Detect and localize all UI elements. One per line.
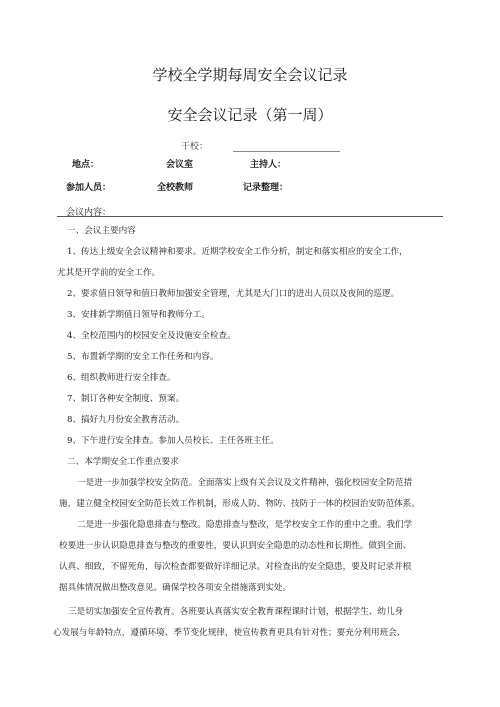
paragraph-line: 施，建立健全校园安全防范长效工作机制，形成人防、物防、技防于一体的校园治安防范体系。 (59, 499, 420, 509)
paragraph-line: 校要进一步认识隐患排查与整改的重要性，要认识到安全隐患的动态性和长期性。做到全面、 (59, 541, 412, 551)
host-label: 主持人： (250, 160, 287, 170)
paragraph-line: 认真、细致，不留死角，每次检查都要做好详细记录。对检查出的安全隐患，要及时记录并根 (59, 562, 412, 572)
paragraph-line: 二是进一步强化隐患排查与整改。隐患排查与整改，是学校安全工作的重中之重。我们学 (77, 520, 413, 530)
paragraph-line: 三是切实加强安全宣传教育。各班要认真落实安全教育课程课时计划，根据学生、幼儿身 (68, 607, 404, 617)
attendees-label: 参加人员： (66, 183, 112, 193)
attendees-value: 全校教师 (157, 183, 194, 193)
paragraph-line: 3、安排新学期值日领导和教师分工。 (67, 310, 210, 320)
place-label: 地点： (72, 160, 100, 170)
paragraph-line: 5、布置新学期的安全工作任务和内容。 (67, 352, 219, 362)
paragraph-line: 心发展与年龄特点，遵循环境、季节变化规律，使宣传教育更具有针对性；要充分利用班会、 (53, 628, 406, 638)
document-title: 学校全学期每周安全会议记录 (152, 66, 348, 84)
content-label: 会议内容： (66, 208, 112, 218)
paragraph-line: 2、要求值日领导和值日教师加强安全管理，尤其是大门口的进出人员以及夜间的巡逻。 (67, 289, 400, 299)
paragraph-line: 尤其是开学前的安全工作。 (57, 268, 161, 278)
paragraph-line: 据具体情况做出整改意见。确保学校各项安全措施落到实处。 (59, 583, 292, 593)
unit-label: 干校： (181, 142, 209, 152)
paragraph-line: 7、制订各种安全制度、预案。 (67, 394, 185, 404)
place-value: 会议室 (166, 160, 194, 170)
unit-underline (233, 151, 340, 152)
content-divider (57, 216, 443, 217)
heading-main-content: 一、会议主要内容 (67, 226, 136, 236)
paragraph-line: 4、全校范围内的校园安全及设施安全检查。 (67, 331, 236, 341)
meeting-title: 安全会议记录（第一周） (167, 106, 333, 124)
heading-key-requirements: 二、本学期安全工作重点要求 (67, 457, 179, 467)
paragraph-line: 6、组织教师进行安全排查。 (67, 373, 176, 383)
paragraph-line: 一是进一步加强学校安全防范。全面落实上级有关会议及文件精神，强化校园安全防范措 (77, 478, 413, 488)
paragraph-line: 1、传达上级安全会议精神和要求。近期学校安全工作分析，制定和落实相应的安全工作， (67, 247, 408, 257)
paragraph-line: 9、下午进行安全排查。参加人员校长、主任各班主任。 (67, 436, 279, 446)
recorder-label: 记录整理： (243, 183, 289, 193)
paragraph-line: 8、搞好九月份安全教育活动。 (67, 415, 185, 425)
